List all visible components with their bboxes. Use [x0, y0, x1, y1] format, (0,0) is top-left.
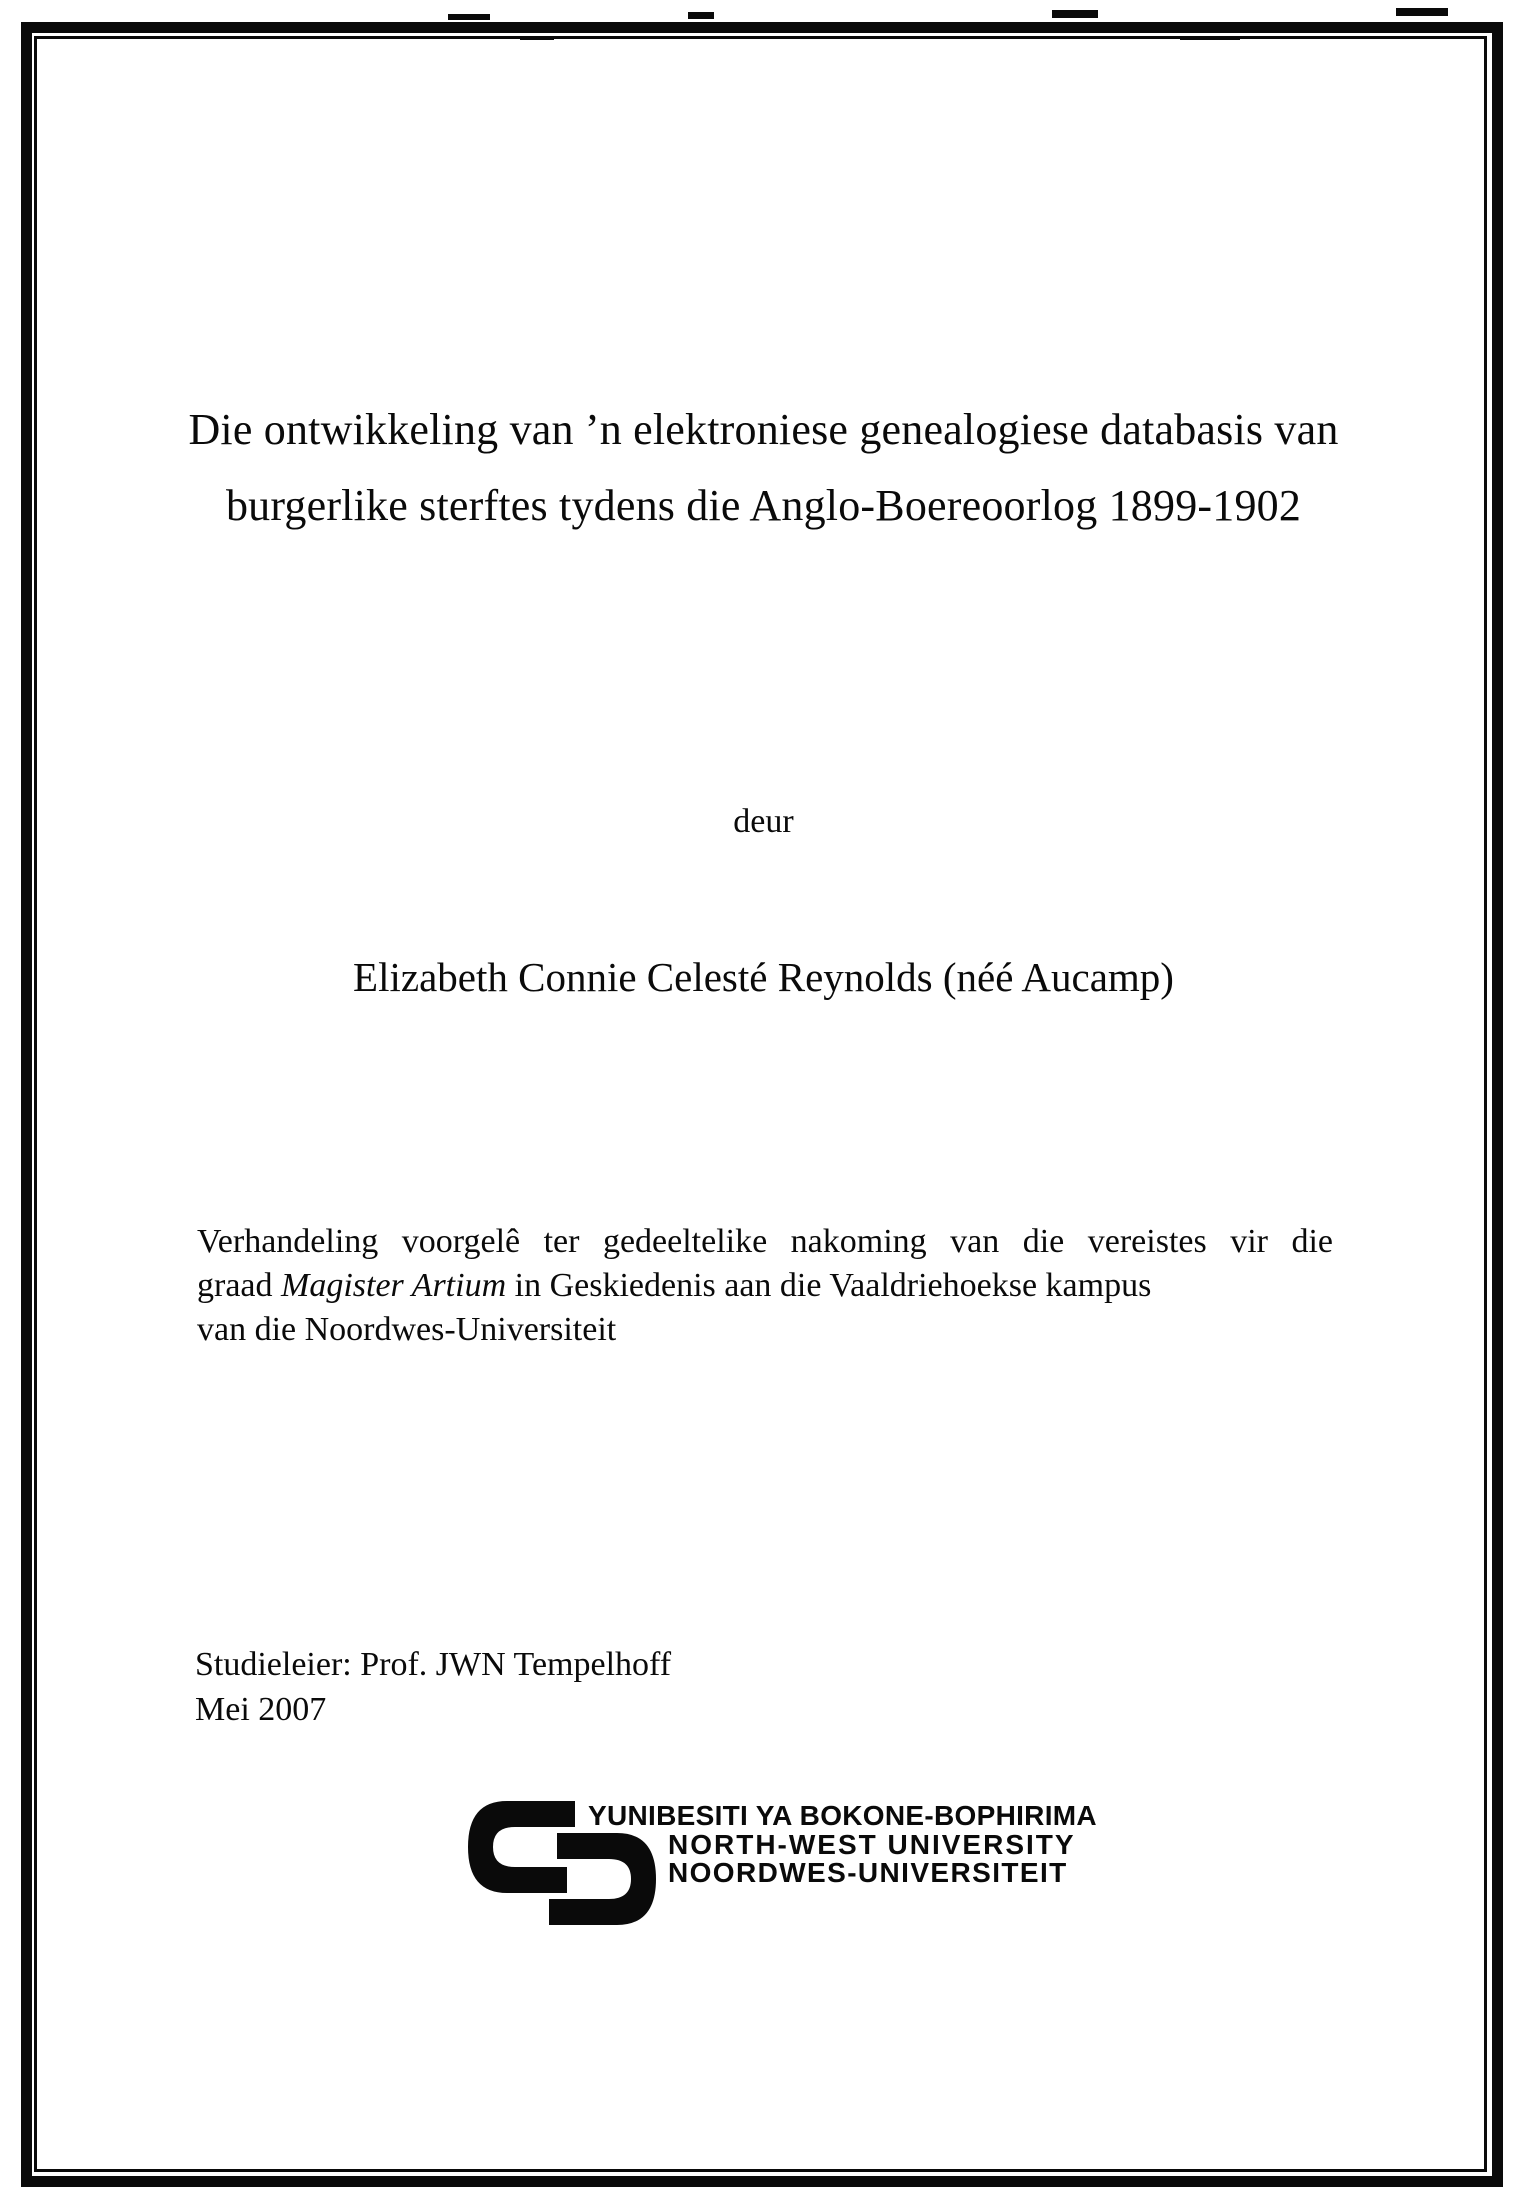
- scan-artifact: [1396, 8, 1448, 16]
- statement-line-2-prefix: graad: [197, 1267, 282, 1304]
- author-name: Elizabeth Connie Celesté Reynolds (néé Aucamp): [353, 954, 1174, 1000]
- university-name-english: NORTH-WEST UNIVERSITY: [668, 1829, 1076, 1860]
- supervisor-line: Studieleier: Prof. JWN Tempelhoff: [195, 1646, 672, 1683]
- scan-artifact: [560, 2183, 710, 2187]
- degree-name-italic: Magister Artium: [281, 1267, 507, 1304]
- thesis-title: [0, 392, 1527, 544]
- scan-artifact: [1052, 10, 1098, 18]
- statement-line-2-suffix: in Geskiedenis aan die Vaaldriehoekse kampus: [506, 1267, 1152, 1304]
- scan-artifact: [1180, 37, 1240, 40]
- university-name-setswana: YUNIBESITI YA BOKONE-BOPHIRIMA: [588, 1800, 1097, 1831]
- thesis-title-line-2: burgerlike sterftes tydens die Anglo-Boereoorlog 1899-1902: [225, 481, 1302, 530]
- thesis-title-line-1: Die ontwikkeling van ’n elektroniese genealogiese databasis van: [188, 405, 1339, 454]
- date-line: Mei 2007: [195, 1691, 327, 1728]
- thesis-statement-line-1: Verhandeling voorgelê ter gedeeltelike nakoming van die vereistes vir die: [197, 1223, 1333, 1260]
- byline-deur: deur: [733, 803, 794, 840]
- scan-artifact: [448, 14, 490, 20]
- thesis-statement: [197, 1220, 1333, 1352]
- thesis-statement-line-2: [197, 1264, 1333, 1308]
- supervisor-block: [195, 1642, 671, 1732]
- thesis-statement-line-3: van die Noordwes-Universiteit: [197, 1311, 617, 1348]
- university-name-afrikaans: NOORDWES-UNIVERSITEIT: [668, 1857, 1068, 1888]
- scan-artifact: [520, 37, 554, 40]
- scan-artifact: [688, 12, 714, 19]
- scan-artifact: [980, 2183, 1130, 2187]
